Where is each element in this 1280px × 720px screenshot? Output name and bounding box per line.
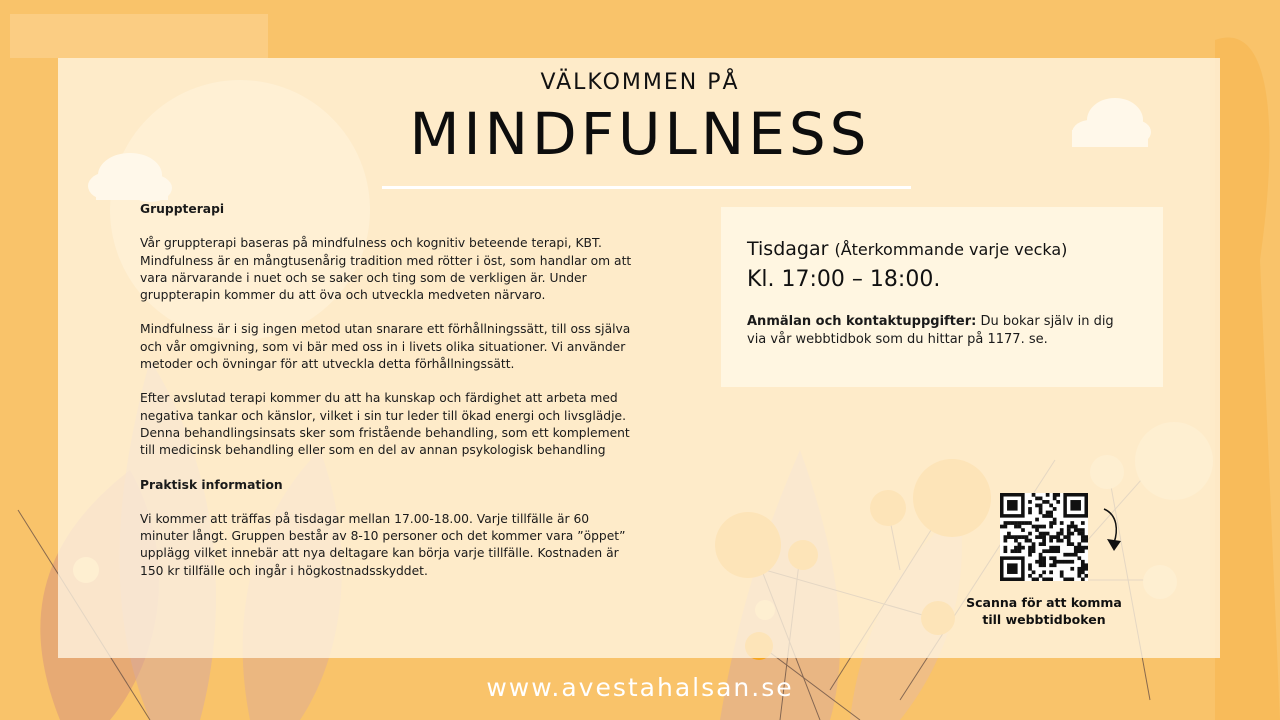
section-title-praktisk-information: Praktisk information [140, 477, 283, 492]
qr-caption [962, 594, 1126, 628]
contact-info [747, 313, 1137, 349]
section-title-gruppterapi: Gruppterapi [140, 202, 225, 216]
schedule-day [747, 238, 1067, 260]
headline-main: MINDFULNESS [409, 100, 871, 168]
body-paragraph-1: Vår gruppterapi baseras på mindfulness och kognitiv beteende terapi, KBT. Mindfulness är en mångtusenårig tradition med rötter i öst, som handlar om att vara närvarande i nuet och se saker och ting som de verkligen är. Under gruppterapin kommer du att öva och utveckla medveten närvaro. [140, 236, 632, 303]
practical-info-paragraph: Vi kommer att träffas på tisdagar mellan 17.00-18.00. Varje tillfälle är 60 minuter långt. Gruppen består av 8-10 personer och det kommer vara ”öppet” upplägg vilket innebär att nya deltagare kan börja varje tillfälle. Kostnaden är 150 kr tillfälle och ingår i högkostnadsskyddet. [140, 511, 626, 578]
contact-label: Anmälan och kontaktuppgifter: [747, 314, 977, 329]
schedule-day-label: Tisdagar [747, 238, 829, 260]
arrow-down-icon [1098, 505, 1128, 555]
headline-pre: VÄLKOMMEN PÅ [540, 70, 740, 95]
qr-caption-line1: Scanna för att komma [966, 595, 1122, 610]
schedule-time: Kl. 17:00 – 18:00. [747, 267, 941, 292]
footer-website-link[interactable]: www.avestahalsan.se [486, 673, 794, 702]
body-text [140, 201, 640, 597]
headline-divider [382, 186, 911, 189]
contact-text: Du bokar själv in dig via vår webbtidbok som du hittar på 1177. se. [747, 314, 1114, 347]
qr-caption-line2: till webbtidboken [982, 612, 1106, 627]
schedule-recurrence: (Återkommande varje vecka) [834, 240, 1068, 259]
body-paragraph-2: Mindfulness är i sig ingen metod utan snarare ett förhållningssätt, till oss själva och vår omgivning, som vi bär med oss in i livets olika situationer. Vi använder metoder och övningar för att utveckla detta förhållningssätt. [140, 322, 631, 372]
qr-code-icon[interactable] [1000, 493, 1088, 581]
body-paragraph-3: Efter avslutad terapi kommer du att ha kunskap och färdighet att arbeta med negativa tankar och känslor, vilket i sin tur leder till ökad energi och livsglädje. Denna behandlingsinsats sker som fristående behandling, som ett komplement till medicinsk behandling eller som en del av annan psykologisk behandling [140, 391, 630, 458]
schedule-info-box [721, 207, 1163, 387]
